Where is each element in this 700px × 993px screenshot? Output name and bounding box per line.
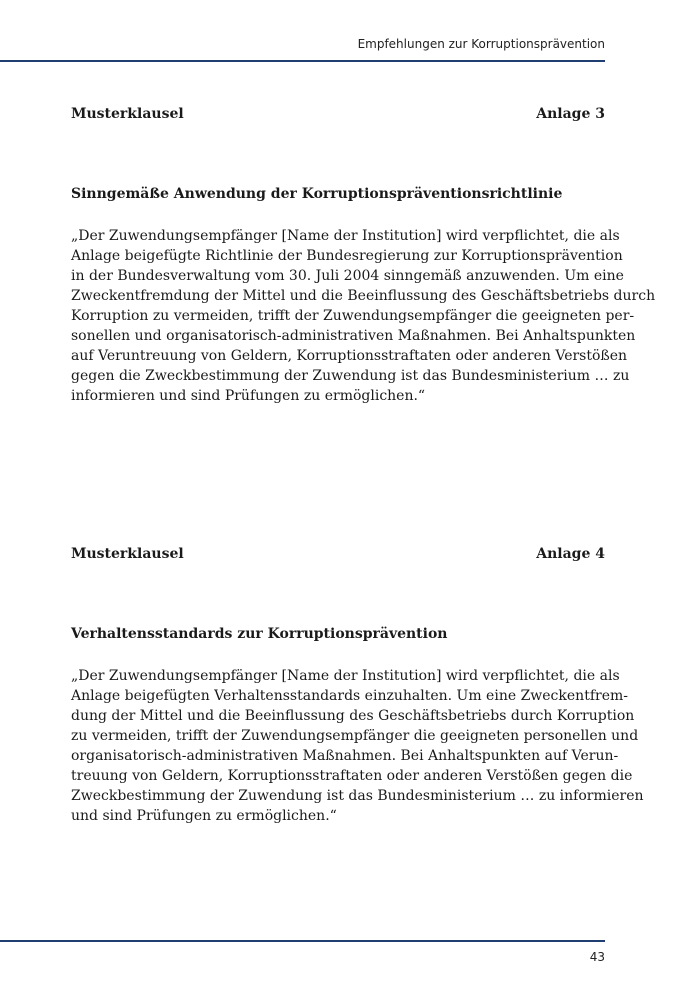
section-label: Musterklausel: [71, 546, 184, 562]
body-line: und sind Prüfungen zu ermöglichen.“: [71, 808, 337, 824]
section-title: Sinngemäße Anwendung der Korruptionspräventionsrichtlinie: [71, 186, 563, 202]
body-line: Korruption zu vermeiden, trifft der Zuwendungsempfänger die geeigneten per-: [71, 308, 635, 324]
body-line: Zweckbestimmung der Zuwendung ist das Bundesministerium … zu informieren: [71, 788, 644, 804]
body-line: in der Bundesverwaltung vom 30. Juli 2004 sinngemäß anzuwenden. Um eine: [71, 268, 624, 284]
body-line: Anlage beigefügten Verhaltensstandards einzuhalten. Um eine Zweckentfrem-: [71, 688, 628, 704]
footer-rule: [0, 940, 605, 942]
annex-label: Anlage 4: [536, 546, 605, 562]
body-line: Anlage beigefügte Richtlinie der Bundesregierung zur Korruptionsprävention: [71, 248, 623, 264]
section-body-text: [71, 666, 644, 826]
body-line: gegen die Zweckbestimmung der Zuwendung ist das Bundesministerium … zu: [71, 368, 630, 384]
body-line: Zweckentfremdung der Mittel und die Beeinflussung des Geschäftsbetriebs durch: [71, 288, 656, 304]
body-line: treuung von Geldern, Korruptionsstraftaten oder anderen Verstößen gegen die: [71, 768, 633, 784]
section-heading-anlage-4: [71, 546, 605, 562]
body-line: „Der Zuwendungsempfänger [Name der Institution] wird verpflichtet, die als: [71, 228, 620, 244]
running-header-title: Empfehlungen zur Korruptionsprävention: [357, 37, 605, 51]
page-number: 43: [589, 950, 605, 964]
section-label: Musterklausel: [71, 106, 184, 122]
section-body-text: [71, 226, 656, 406]
body-line: organisatorisch-administrativen Maßnahmen. Bei Anhaltspunkten auf Verun-: [71, 748, 619, 764]
body-line: „Der Zuwendungsempfänger [Name der Institution] wird verpflichtet, die als: [71, 668, 620, 684]
section-heading-anlage-3: [71, 106, 605, 122]
body-line: zu vermeiden, trifft der Zuwendungsempfänger die geeigneten personellen und: [71, 728, 639, 744]
body-line: auf Veruntreuung von Geldern, Korruptionsstraftaten oder anderen Verstößen: [71, 348, 628, 364]
body-line: informieren und sind Prüfungen zu ermöglichen.“: [71, 388, 426, 404]
header-rule: [0, 60, 605, 62]
section-title: Verhaltensstandards zur Korruptionsprävention: [71, 626, 448, 642]
body-line: dung der Mittel und die Beeinflussung des Geschäftsbetriebs durch Korruption: [71, 708, 635, 724]
body-line: sonellen und organisatorisch-administrativen Maßnahmen. Bei Anhaltspunkten: [71, 328, 636, 344]
annex-label: Anlage 3: [536, 106, 605, 122]
